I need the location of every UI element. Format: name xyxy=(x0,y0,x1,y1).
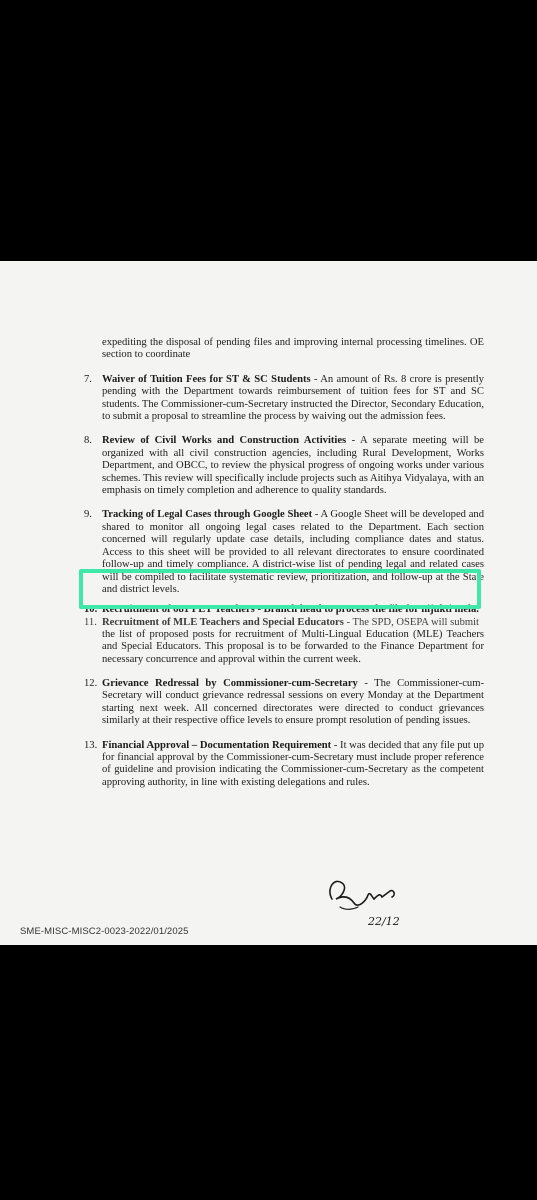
item-heading: Recruitment of MLE Teachers and Special Educators xyxy=(102,616,344,628)
item-heading: Waiver of Tuition Fees for ST & SC Students xyxy=(102,373,311,385)
top-black-bar xyxy=(0,0,537,261)
item-body: - The Commissioner-cum-Secretary will conduct grievance redressal sessions on every Monday at the Department starting next week. All concerned directorates were directed to conduct grievances similarly at their respective office levels to ensure prompt resolution of pending issues. xyxy=(102,677,484,727)
list-item-10-highlighted xyxy=(84,604,484,616)
item-heading: Tracking of Legal Cases through Google Sheet xyxy=(102,509,313,521)
list-item-8 xyxy=(84,435,484,497)
handwritten-signature xyxy=(320,867,420,927)
item-body: - An amount of Rs. 8 crore is presently pending with the Department towards reimbursement of tuition fees for ST and SC students. The Commissioner-cum-Secretary instructed the Director, Secondary Education, to submit a proposal to streamline the process by waiving out the admission fees. xyxy=(102,373,484,423)
item-number: 7. xyxy=(84,373,92,385)
item-heading: Grievance Redressal by Commissioner-cum-Secretary xyxy=(102,677,358,689)
document-page xyxy=(0,261,537,945)
item-number: 12. xyxy=(84,677,98,689)
item-heading: Financial Approval – Documentation Requirement xyxy=(102,739,332,751)
list-item-9 xyxy=(84,509,484,596)
document-body xyxy=(84,337,484,801)
item-number: 11. xyxy=(84,616,97,628)
list-item-7 xyxy=(84,374,484,424)
list-item-11 xyxy=(84,617,484,629)
bottom-black-bar xyxy=(0,945,537,1200)
continuation-paragraph: expediting the disposal of pending files and improving internal processing timelines. OE section to coordinate xyxy=(102,337,484,361)
item-number: 13. xyxy=(84,739,98,751)
item-body: - A separate meeting will be organized with all civil construction agencies, including Rural Development, Works Department, and OBCC, to review the physical progress of ongoing works under various schemes. This review will specifically include projects such as Aitihya Vidyalaya, with an emphasis on timely completion and adherence to quality standards. xyxy=(102,435,484,497)
item-text: Recruitment of 681 PET Teachers - Branch head to process the file for nijukti mela. xyxy=(102,604,479,616)
document-reference-number: SME-MISC-MISC2-0023-2022/01/2025 xyxy=(20,926,189,937)
list-item-11-continued: the list of proposed posts for recruitment of Multi-Lingual Education (MLE) Teachers and Special Educators. This proposal is to be forwarded to the Finance Department for necessary concurrence and approval within the current week. xyxy=(102,628,484,665)
item-body: - A Google Sheet will be developed and shared to monitor all ongoing legal cases related to the Department. Each section concerned will regularly update case details, including compliance dates and status. Access to this sheet will be provided to all relevant directorates to ensure coordinated follow-up and timely compliance. A district-wise list of pending legal and related cases will be compiled to facilitate systematic review, prioritization, and follow-up at the State and district levels. xyxy=(102,509,484,595)
item-number: 10. xyxy=(84,604,98,616)
list-item-13 xyxy=(84,740,484,790)
list-item-12 xyxy=(84,678,484,728)
item-body: - The SPD, OSEPA will submit xyxy=(343,616,479,628)
signature-date: 22/12 xyxy=(368,915,400,927)
item-heading: Review of Civil Works and Construction Activities xyxy=(102,435,347,447)
item-number: 9. xyxy=(84,509,92,521)
item-number: 8. xyxy=(84,435,92,447)
item-body: - It was decided that any file put up for financial approval by the Commissioner-cum-Secretary must include proper reference of guideline and provision indicating the Commissioner-cum-Secretary as the competent approving authority, in line with existing delegations and rules. xyxy=(102,739,484,788)
